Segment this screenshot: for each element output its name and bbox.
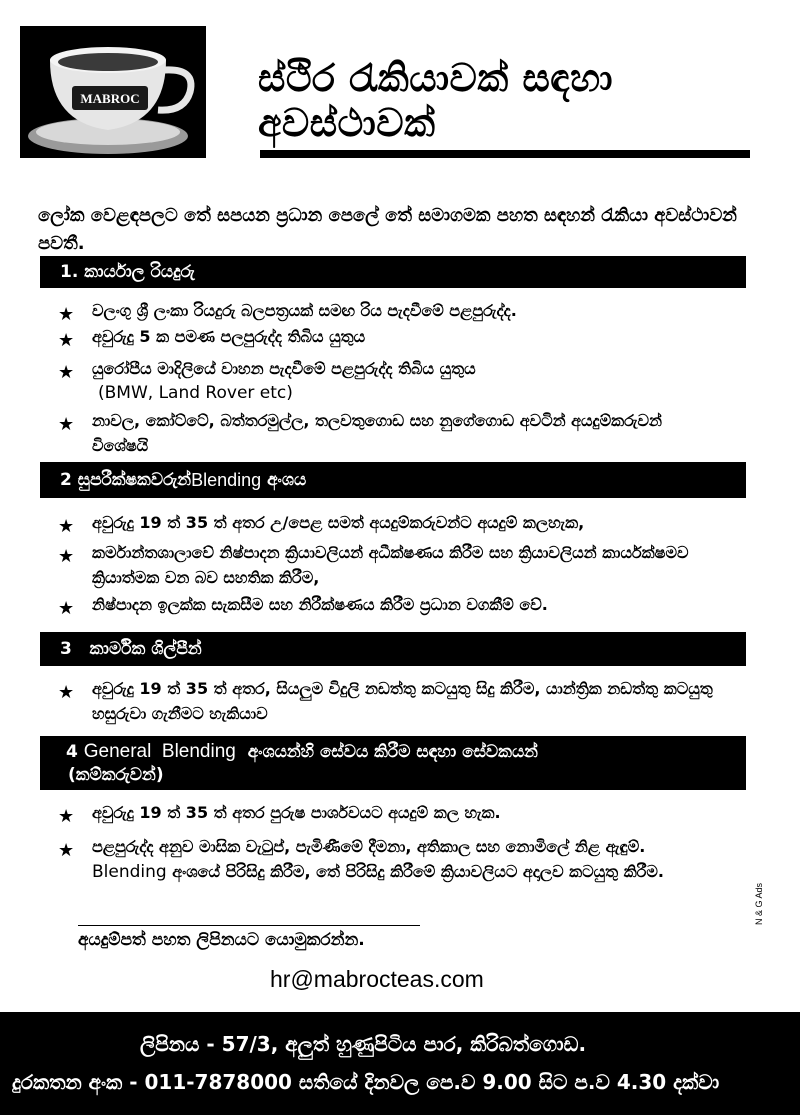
section-2-heading: 2 සුපරීක්ෂකවරුන් Blending අංශය bbox=[40, 462, 746, 498]
section-2-item-1: ★ අවුරුදු 19 ත් 35 ත් අතර උ/පෙළ සමත් අයදුම්කරුවන්ට අයදුම් කලහැක, bbox=[58, 513, 585, 537]
section-4-heading: 4 General Blending අංශයන්හි සේවය කිරීම සඳහා සේවකයන් (කම්කරුවන්) bbox=[40, 736, 746, 790]
footer-phone: දුරකතන අංක - 011-7878000 සතියේ දිනවල පෙ.ව 9.00 සිට ප.ව 4.30 දක්වා bbox=[12, 1070, 720, 1094]
cup-icon bbox=[20, 26, 206, 158]
star-icon: ★ bbox=[58, 682, 75, 703]
section-4-item-2: ★ පළපුරුද්ද අනුව මාසික වැටුප්, පැමිණීමේ දීමනා, අතිකාල සහ නොමිලේ නිළ ඇඳුම්. Blending අංශයේ පිරිසිදු කිරීම, තේ පිරිසිදු කිරීමේ ක්‍රියාවලියට අදාලව කටයුතු කිරීම. bbox=[58, 837, 664, 882]
section-3-item-1: ★ අවුරුදු 19 ත් 35 ත් අතර, සියලුම විදුලි නඩත්තු කටයුතු සිදු කිරීම, යාන්ත්‍රික නඩත්තු කටයුතු හසුරුවා ගැනීමට හැකියාව bbox=[58, 679, 713, 723]
section-2-heading-latin: Blending bbox=[191, 469, 262, 490]
star-icon: ★ bbox=[58, 414, 75, 435]
footer-address: ලිපිනය - 57/3, අලුත් හුණුපිටිය පාර, කිරිබත්ගොඩ. bbox=[140, 1032, 587, 1056]
section-4-item-1: ★ අවුරුදු 19 ත් 35 ත් අතර පුරුෂ පාර්ශවයට අයදුම් කල හැක. bbox=[58, 803, 501, 827]
title-underline bbox=[260, 150, 750, 158]
section-1-item-2: ★ අවුරුදු 5 ක පමණ පලපුරුද්ද තිබිය යුතුය bbox=[58, 327, 366, 351]
star-icon: ★ bbox=[58, 516, 75, 537]
star-icon: ★ bbox=[58, 598, 75, 619]
section-1-item-3: ★ යුරෝපීය මාදිලියේ වාහන පැදවීමේ පළපුරුද්ද තිබිය යුතුය (BMW, Land Rover etc) bbox=[58, 356, 748, 406]
apply-instruction: අයදුම්පත් පහත ලිපිනයට යොමුකරන්න. bbox=[78, 930, 365, 950]
section-3-heading bbox=[40, 632, 746, 666]
intro-paragraph: ලෝක වෙළඳපලට තේ සපයන ප්‍රධාන පෙලේ තේ සමාගමක පහත සඳහන් රැකියා අවස්ථාවන් පවතී. bbox=[38, 205, 737, 254]
agency-code: N & G Ads bbox=[754, 882, 764, 925]
company-logo bbox=[20, 26, 206, 158]
section-3-heading-text: 3 කාර්මික ශිල්පීන් bbox=[60, 639, 202, 659]
footer-contact-bar bbox=[0, 1012, 800, 1115]
section-1-item-4: ★ නාවල, කෝට්ටේ, බත්තරමුල්ල, තලවතුගොඩ සහ නුගේගොඩ අවටින් අයදුම්කරුවන් විශේෂයි bbox=[58, 411, 662, 455]
star-icon: ★ bbox=[58, 806, 75, 827]
section-1-item-1: ★ වලංගු ශ්‍රී ලංකා රියදුරු බලපත්‍රයක් සමඟ රිය පැදවීමේ පළපුරුද්ද. bbox=[58, 301, 517, 325]
star-icon: ★ bbox=[58, 330, 75, 351]
section-4-heading-latin: General Blending bbox=[83, 741, 236, 762]
email-link[interactable]: hr@mabrocteas.com bbox=[270, 966, 484, 992]
page-title: ස්ථිර රැකියාවක් සඳහා අවස්ථාවක් bbox=[258, 56, 614, 145]
section-4-heading-line2: (කම්කරුවන්) bbox=[68, 765, 164, 785]
section-2-item-2: ★ කර්මාන්තශාලාවේ නිෂ්පාදන ක්‍රියාවලියන් අධීක්ෂණය කිරීම සහ ක්‍රියාවලියන් කාර්යක්ෂමව ක්‍රියාත්මක වන බව සහතික කිරීම, bbox=[58, 543, 689, 587]
section-1-heading-text: 1. කාර්යාල රියදුරු bbox=[60, 262, 195, 282]
section-1-heading bbox=[40, 256, 746, 288]
star-icon: ★ bbox=[58, 546, 75, 567]
section-2-item-3: ★ නිෂ්පාදන ඉලක්ක සැකසීම සහ නිරීක්ෂණය කිරීම ප්‍රධාන වගකීම් වේ. bbox=[58, 595, 548, 619]
star-icon: ★ bbox=[58, 840, 75, 861]
divider bbox=[78, 925, 420, 926]
vehicle-examples: (BMW, Land Rover etc) bbox=[98, 383, 293, 403]
star-icon: ★ bbox=[58, 362, 75, 383]
logo-brand-text: MABROC bbox=[80, 91, 140, 106]
star-icon: ★ bbox=[58, 304, 75, 325]
